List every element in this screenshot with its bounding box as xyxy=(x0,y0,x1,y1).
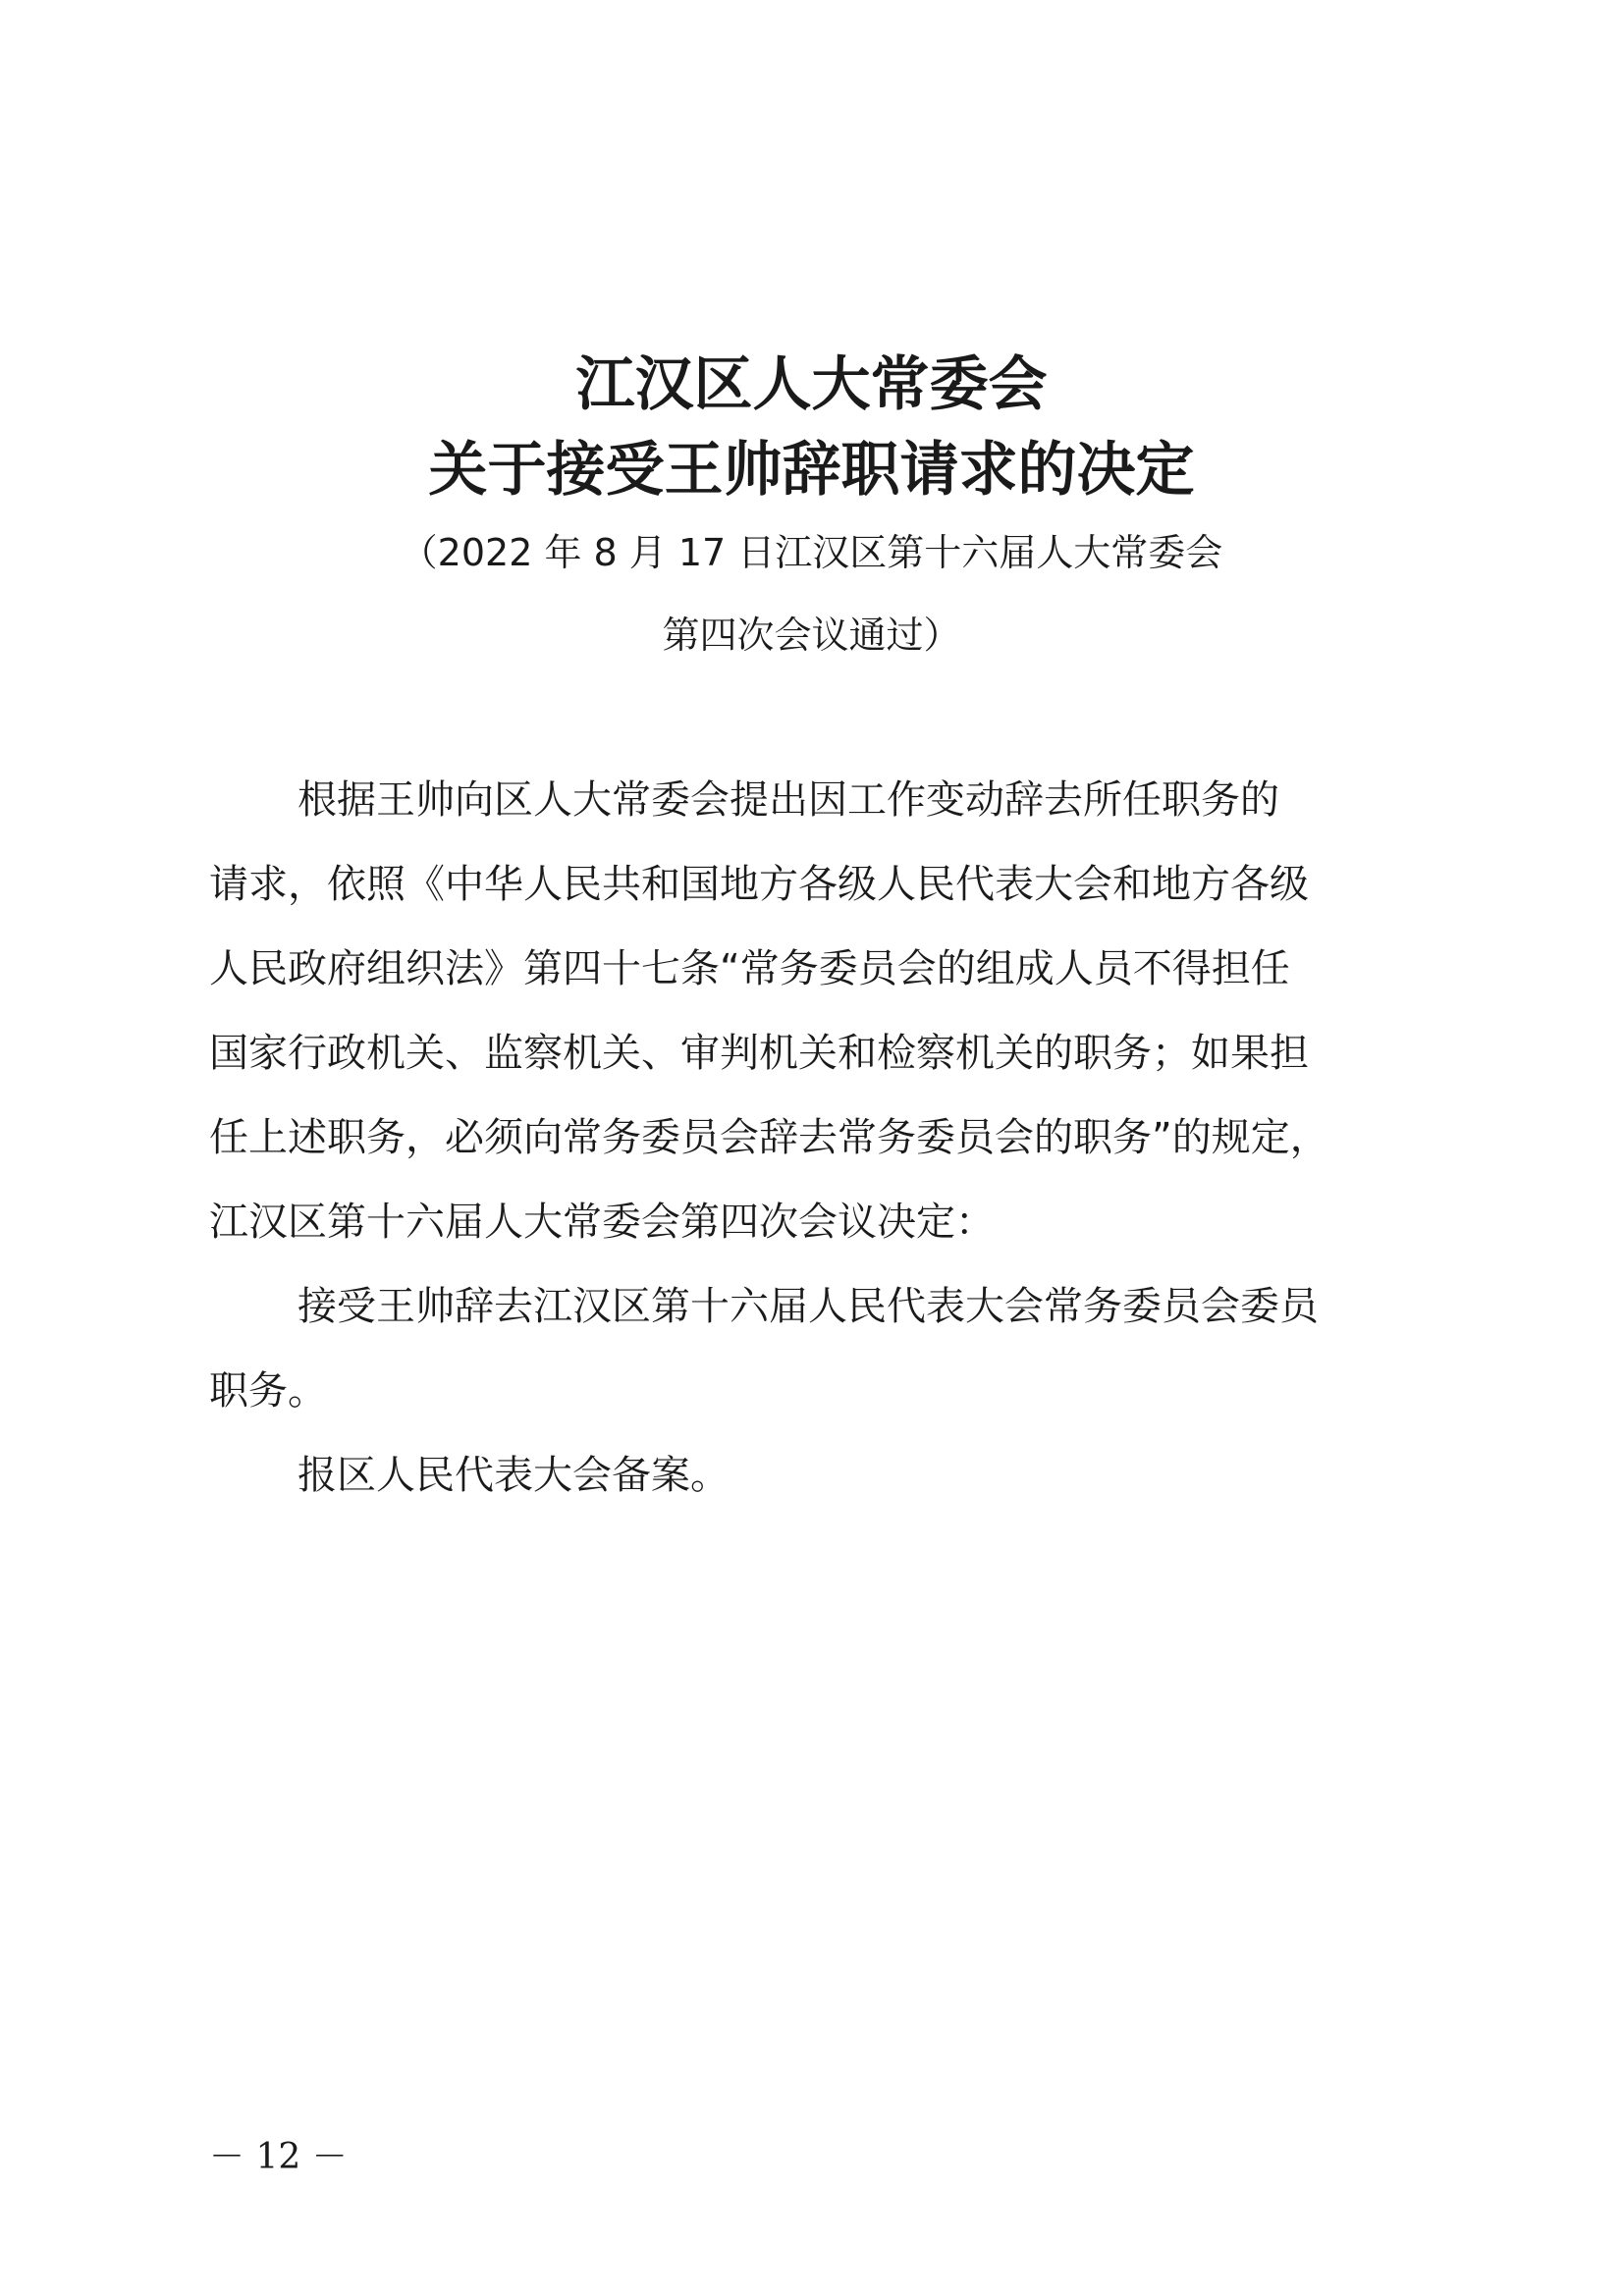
body-line-5: 任上述职务，必须向常务委员会辞去常务委员会的职务”的规定， xyxy=(209,1115,1329,1160)
page-number: － 12 － xyxy=(209,2137,348,2177)
adoption-note-line-2: 第四次会议通过） xyxy=(662,614,961,657)
body-line-3: 人民政府组织法》第四十七条“常务委员会的组成人员不得担任 xyxy=(209,946,1290,991)
body-line-8: 职务。 xyxy=(209,1368,327,1414)
body-line-9: 报区人民代表大会备案。 xyxy=(298,1453,730,1498)
document-title-line-1: 江汉区人大常委会 xyxy=(575,350,1048,419)
body-line-1: 根据王帅向区人大常委会提出因工作变动辞去所任职务的 xyxy=(298,777,1279,823)
body-line-2: 请求，依照《中华人民共和国地方各级人民代表大会和地方各级 xyxy=(209,862,1309,907)
adoption-note-line-1: （2022 年 8 月 17 日江汉区第十六届人大常委会 xyxy=(400,531,1223,574)
body-line-6: 江汉区第十六届人大常委会第四次会议决定： xyxy=(209,1200,995,1245)
body-line-4: 国家行政机关、监察机关、审判机关和检察机关的职务；如果担 xyxy=(209,1031,1309,1076)
document-title-line-2: 关于接受王帅辞职请求的决定 xyxy=(428,436,1195,505)
body-line-7: 接受王帅辞去江汉区第十六届人民代表大会常务委员会委员 xyxy=(298,1284,1319,1329)
